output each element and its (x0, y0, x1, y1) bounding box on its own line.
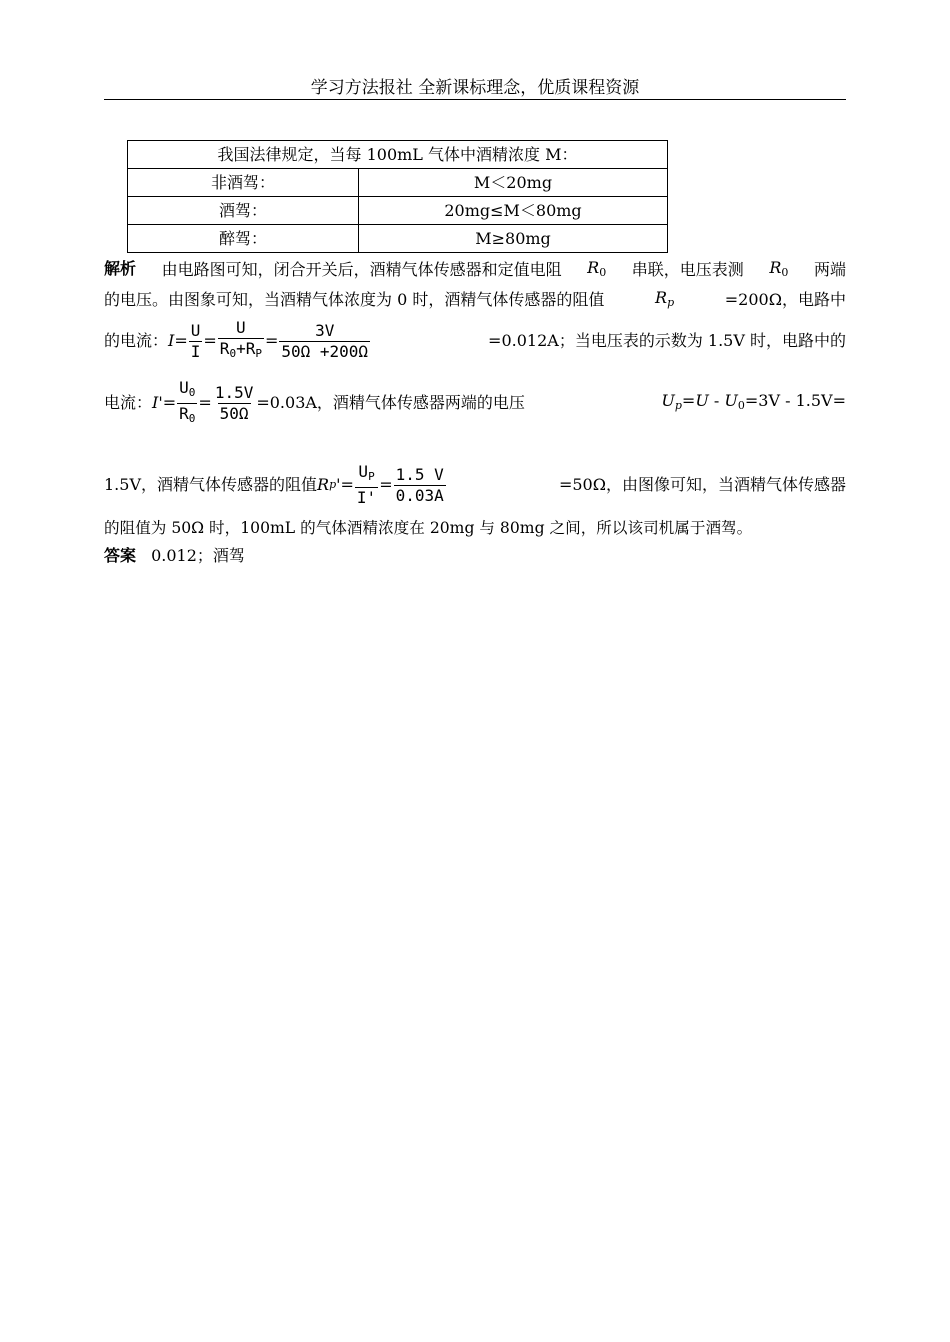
table-title-cell: 我国法律规定，当每 100mL 气体中酒精浓度 M： (128, 141, 668, 169)
table-row (128, 141, 668, 169)
analysis-line-2 (104, 286, 846, 314)
analysis-line-1 (104, 256, 846, 284)
table-cell-label: 酒驾： (128, 197, 359, 225)
fraction: $\frac{1.5V}{50\Omega}$ (214, 382, 254, 423)
analysis-line-5 (104, 460, 846, 510)
analysis-line-6: 的阻值为 50Ω 时，100mL 的气体酒精浓度在 20mg 与 80mg 之间，所以该司机属于酒驾。 (104, 519, 753, 537)
analysis-text: 串联，电压表测 (631, 260, 744, 279)
formula-current-2: 电流： I' = $\frac{U_0}{R_0}$ = $\frac{1.5V}{50\Omega}$ =0.03A，酒精气体传感器两端的电压 (104, 378, 525, 429)
table-cell-range: 20mg≤M＜80mg (359, 197, 668, 225)
table-row (128, 169, 668, 197)
table-cell-label: 醉驾： (128, 225, 359, 253)
page-header: 学习方法报社 全新课标理念，优质课程资源 (310, 78, 640, 98)
table-cell-label: 非酒驾： (128, 169, 359, 197)
table-cell-range: M＜20mg (359, 169, 668, 197)
formula-current: 的电流： I = $\frac{U}{I}$ = $\frac{U}{R_0+R_P}$ = $\frac{3V}{50\Omega +200\Omega}$ (104, 318, 371, 364)
analysis-label: 解析 (104, 261, 137, 278)
analysis-text: =50Ω，由图像可知，当酒精气体传感器 (558, 475, 846, 494)
rp-symbol: $R_p$ (655, 287, 675, 309)
answer-line (104, 542, 245, 570)
table-cell-range: M≥80mg (359, 225, 668, 253)
table-row (128, 197, 668, 225)
analysis-line-3 (104, 316, 846, 366)
formula-resistance: 1.5V，酒精气体传感器的阻值 R p ' = $\frac{U_P}{I'}$ = $\frac{1.5 V}{0.03A}$ (104, 462, 444, 507)
answer-text: 0.012；酒驾 (151, 546, 245, 565)
analysis-text: 两端 (813, 260, 846, 279)
r0-symbol: $R_0$ (587, 257, 607, 279)
analysis-line-4 (104, 378, 846, 428)
fraction: $\frac{1.5 V}{0.03A}$ (395, 464, 444, 505)
answer-label: 答案 (104, 548, 137, 565)
header-divider (104, 99, 846, 100)
analysis-text: =0.012A；当电压表的示数为 1.5V 时，电路中的 (488, 331, 846, 350)
fraction: $\frac{U_P}{I'}$ (356, 462, 377, 507)
analysis-text: =200Ω，电路中 (724, 290, 846, 309)
fraction: $\frac{3V}{50\Omega +200\Omega}$ (281, 320, 369, 361)
law-table (127, 140, 668, 253)
fraction: $\frac{U_0}{R_0}$ (177, 378, 197, 429)
table-row (128, 225, 668, 253)
analysis-text: 的电压。由图象可知，当酒精气体浓度为 0 时，酒精气体传感器的阻值 (104, 290, 605, 309)
r0-symbol: $R_0$ (769, 257, 789, 279)
fraction: $\frac{U}{I}$ (190, 320, 201, 361)
fraction: $\frac{U}{R_0+R_P}$ (218, 318, 264, 364)
voltage-formula: $U_p=U - U_0=3V - 1.5V=$ (661, 390, 846, 412)
analysis-text: 由电路图可知，闭合开关后，酒精气体传感器和定值电阻 (161, 260, 562, 279)
